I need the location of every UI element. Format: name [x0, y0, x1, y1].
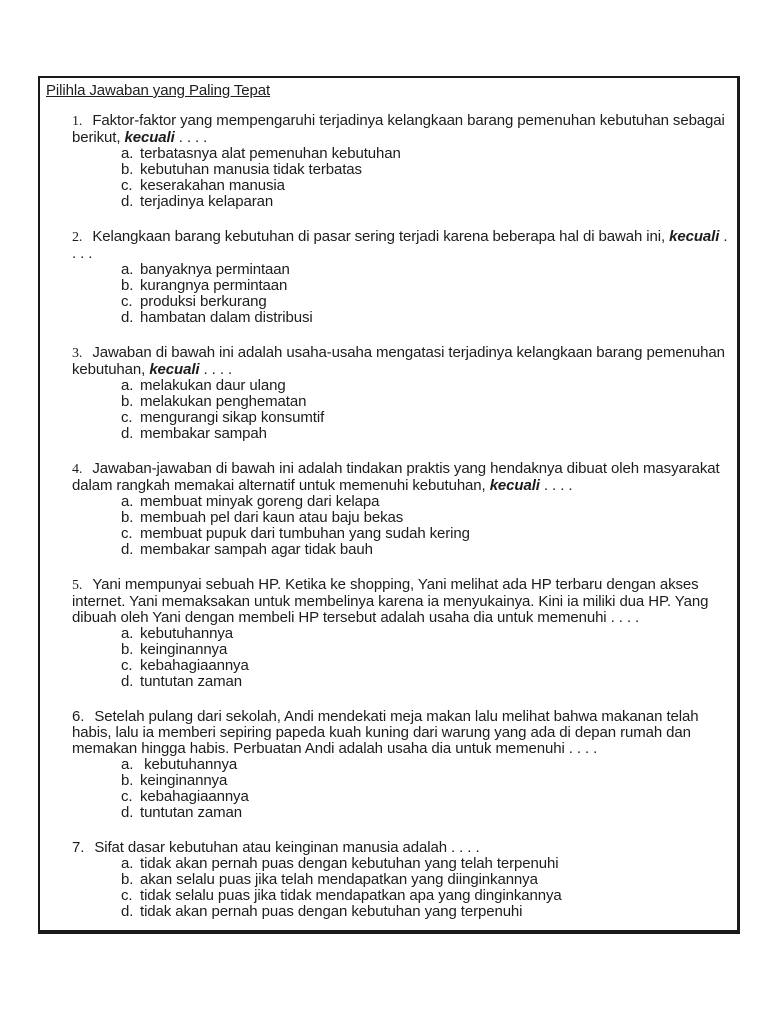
option-text: hambatan dalam distribusi	[140, 309, 313, 326]
question-6	[72, 709, 732, 821]
option-text: kurangnya permintaan	[140, 277, 288, 294]
option-text: melakukan penghematan	[140, 393, 307, 410]
option-letter: d.	[121, 541, 134, 558]
option-letter: c.	[121, 177, 133, 194]
question-body: Setelah pulang dari sekolah, Andi mendekati meja makan lalu melihat bahwa makanan telah habis, lalu ia memberi sepiring papeda kuah kuning dari warung yang ada di depan rumah dan memakan hingga habis. Perbuatan Andi adalah usaha dia untuk memenuhi . . . .	[72, 708, 699, 757]
question-keyword: kecuali	[669, 228, 720, 245]
question-ellipsis: . . . .	[72, 228, 728, 262]
option-a	[121, 262, 732, 278]
option-text: kebutuhannya	[140, 756, 238, 773]
option-a	[121, 757, 732, 773]
option-letter: b.	[121, 161, 134, 178]
option-text: kebahagiaannya	[140, 788, 249, 805]
question-body: Sifat dasar kebutuhan atau keinginan manusia adalah . . . .	[94, 839, 480, 856]
option-text: tidak selalu puas jika tidak mendapatkan apa yang dinginkannya	[140, 887, 562, 904]
question-number: 4.	[72, 462, 83, 477]
option-a	[121, 626, 732, 642]
option-c	[121, 888, 732, 904]
question-keyword: kecuali	[489, 477, 540, 494]
option-b	[121, 642, 732, 658]
option-text: membakar sampah agar tidak bauh	[140, 541, 373, 558]
options-list	[121, 262, 732, 326]
option-text: melakukan daur ulang	[140, 377, 286, 394]
options-list	[121, 378, 732, 442]
option-letter: a.	[121, 625, 134, 642]
question-text	[72, 709, 732, 757]
option-text: kebutuhannya	[140, 625, 234, 642]
option-text: membuat minyak goreng dari kelapa	[140, 493, 380, 510]
question-body: Yani mempunyai sebuah HP. Ketika ke shopping, Yani melihat ada HP terbaru dengan akses internet. Yani memaksakan untuk membelinya karena ia menyukainya. Kini ia miliki dua HP. Yang dibuah oleh Yani dengan membeli HP tersebut adalah usaha dia untuk memenuhi . . . .	[72, 576, 709, 626]
question-ellipsis: . . . .	[539, 477, 573, 494]
question-text	[72, 577, 732, 626]
option-text: tidak akan pernah puas dengan kebutuhan yang terpenuhi	[140, 903, 523, 920]
question-number: 6.	[72, 708, 85, 725]
question-2	[72, 229, 732, 326]
option-d	[121, 426, 732, 442]
question-body: Jawaban di bawah ini adalah usaha-usaha mengatasi terjadinya kelangkaan barang pemenuhan kebutuhan,	[72, 344, 725, 378]
option-text: banyaknya permintaan	[140, 261, 290, 278]
question-number: 5.	[72, 578, 83, 593]
option-text: kebahagiaannya	[140, 657, 249, 674]
question-body: Kelangkaan barang kebutuhan di pasar sering terjadi karena beberapa hal di bawah ini,	[92, 228, 670, 245]
options-list	[121, 494, 732, 558]
questions	[45, 113, 729, 920]
options-list	[121, 146, 732, 210]
option-text: akan selalu puas jika telah mendapatkan yang diinginkannya	[140, 871, 538, 888]
option-c	[121, 410, 732, 426]
option-b	[121, 394, 732, 410]
option-letter: a.	[121, 493, 134, 510]
question-ellipsis: . . . .	[174, 129, 208, 146]
option-d	[121, 805, 732, 821]
question-text	[72, 461, 732, 494]
worksheet-page	[38, 76, 740, 934]
option-b	[121, 510, 732, 526]
option-letter: b.	[121, 871, 134, 888]
option-letter: c.	[121, 657, 133, 674]
question-5	[72, 577, 732, 690]
option-c	[121, 789, 732, 805]
question-number: 1.	[72, 114, 83, 129]
option-d	[121, 674, 732, 690]
option-a	[121, 856, 732, 872]
option-a	[121, 378, 732, 394]
question-text	[72, 840, 732, 856]
option-letter: c.	[121, 293, 133, 310]
option-letter: b.	[121, 772, 134, 789]
option-d	[121, 542, 732, 558]
option-b	[121, 162, 732, 178]
options-list	[121, 757, 732, 821]
option-text: kebutuhan manusia tidak terbatas	[140, 161, 362, 178]
option-b	[121, 872, 732, 888]
option-letter: c.	[121, 525, 133, 542]
option-letter: c.	[121, 409, 133, 426]
option-c	[121, 294, 732, 310]
option-letter: b.	[121, 277, 134, 294]
question-3	[72, 345, 732, 442]
option-letter: a.	[121, 756, 134, 773]
question-body: Jawaban-jawaban di bawah ini adalah tindakan praktis yang hendaknya dibuat oleh masyarakat dalam rangkah memakai alternatif untuk memenuhi kebutuhan,	[72, 460, 720, 494]
question-text	[72, 345, 732, 378]
options-list	[121, 626, 732, 690]
question-4	[72, 461, 732, 558]
question-text	[72, 229, 732, 262]
option-d	[121, 904, 732, 920]
option-text: terbatasnya alat pemenuhan kebutuhan	[140, 145, 401, 162]
option-letter: d.	[121, 425, 134, 442]
option-text: produksi berkurang	[140, 293, 267, 310]
question-keyword: kecuali	[149, 361, 200, 378]
option-letter: c.	[121, 887, 133, 904]
option-d	[121, 194, 732, 210]
option-text: tuntutan zaman	[140, 804, 243, 821]
option-letter: a.	[121, 145, 134, 162]
option-letter: a.	[121, 377, 134, 394]
option-b	[121, 278, 732, 294]
question-keyword: kecuali	[124, 129, 175, 146]
option-text: terjadinya kelaparan	[140, 193, 274, 210]
option-letter: d.	[121, 804, 134, 821]
option-text: mengurangi sikap konsumtif	[140, 409, 325, 426]
option-letter: d.	[121, 193, 134, 210]
option-text: keinginannya	[140, 641, 228, 658]
question-body: Faktor-faktor yang mempengaruhi terjadinya kelangkaan barang pemenuhan kebutuhan sebagai berikut,	[72, 112, 725, 146]
option-text: membakar sampah	[140, 425, 267, 442]
option-letter: c.	[121, 788, 133, 805]
option-a	[121, 146, 732, 162]
option-text: keserakahan manusia	[140, 177, 285, 194]
option-c	[121, 178, 732, 194]
question-7	[72, 840, 732, 920]
option-c	[121, 526, 732, 542]
question-1	[72, 113, 732, 210]
option-letter: b.	[121, 509, 134, 526]
option-text: tidak akan pernah puas dengan kebutuhan yang telah terpenuhi	[140, 855, 559, 872]
option-d	[121, 310, 732, 326]
option-letter: b.	[121, 393, 134, 410]
option-c	[121, 658, 732, 674]
option-letter: a.	[121, 855, 134, 872]
option-text: keinginannya	[140, 772, 228, 789]
option-a	[121, 494, 732, 510]
option-letter: d.	[121, 309, 134, 326]
option-letter: a.	[121, 261, 134, 278]
page-title: Pilihla Jawaban yang Paling Tepat	[46, 82, 271, 99]
question-number: 2.	[72, 230, 83, 245]
question-text	[72, 113, 732, 146]
question-ellipsis: . . . .	[199, 361, 233, 378]
option-letter: d.	[121, 673, 134, 690]
option-letter: b.	[121, 641, 134, 658]
option-text: tuntutan zaman	[140, 673, 243, 690]
option-text: membuat pupuk dari tumbuhan yang sudah kering	[140, 525, 470, 542]
option-text: membuah pel dari kaun atau baju bekas	[140, 509, 404, 526]
question-number: 7.	[72, 839, 85, 856]
option-b	[121, 773, 732, 789]
option-letter: d.	[121, 903, 134, 920]
options-list	[121, 856, 732, 920]
question-number: 3.	[72, 346, 83, 361]
